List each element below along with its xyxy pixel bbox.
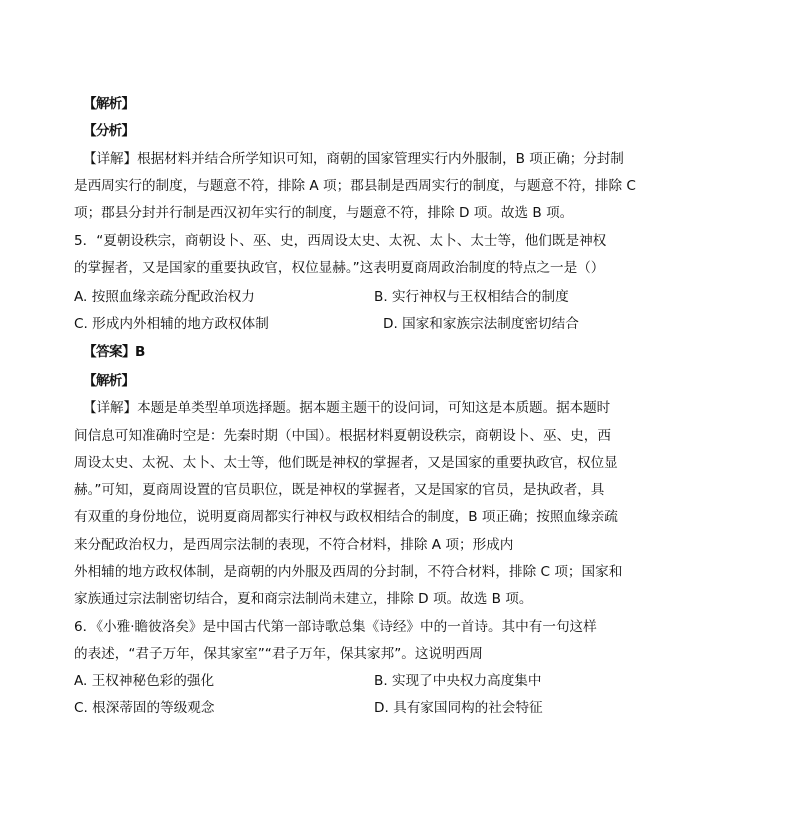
q6-stem-line: 的表述，“君子万年，保其家室”“君子万年，保其家邦”。这说明西周 [74,646,483,662]
q5-stem-line: 5．“夏朝设秩宗，商朝设卜、巫、史，西周设太史、太祝、太卜、太士等，他们既是神权 [74,233,607,249]
q5-jiexi-label: 【解析】 [83,373,135,389]
q5-detail-line: 【详解】本题是单类型单项选择题。据本题主题干的设问词，可知这是本质题。据本题时 [83,400,611,416]
q4-fenxi-label: 【分析】 [83,123,135,139]
q5-stem-line: 的掌握者，又是国家的重要执政官，权位显赫。”这表明夏商周政治制度的特点之一是（） [74,260,605,276]
q5-detail-line: 周设太史、太祝、太卜、太士等，他们既是神权的掌握者，又是国家的重要执政官，权位显 [74,455,618,471]
q5-detail-line: 赫。”可知，夏商周设置的官员职位，既是神权的掌握者，又是国家的官员，是执政者，具 [74,482,605,498]
q6-stem-line: 6．《小雅·瞻彼洛矣》是中国古代第一部诗歌总集《诗经》中的一首诗。其中有一句这样 [74,619,597,635]
q5-option-c: C. 形成内外相辅的地方政权体制 [74,316,269,332]
q6-option-b: B. 实现了中央权力高度集中 [374,673,542,689]
q5-detail-line: 有双重的身份地位，说明夏商周都实行神权与政权相结合的制度，B 项正确；按照血缘亲疏 [74,509,618,525]
q5-option-d: D. 国家和家族宗法制度密切结合 [383,316,579,332]
q5-answer: 【答案】B [83,344,145,360]
q5-detail-line: 外相辅的地方政权体制，是商朝的内外服及西周的分封制，不符合材料，排除 C 项；国家和 [74,564,623,580]
q4-jiexi-label: 【解析】 [83,96,135,112]
q6-option-d: D. 具有家国同构的社会特征 [374,700,543,716]
q6-option-a: A. 王权神秘色彩的强化 [74,673,215,689]
q4-detail-line: 项；郡县分封并行制是西汉初年实行的制度，与题意不符，排除 D 项。故选 B 项。 [74,205,574,221]
q5-detail-line: 间信息可知准确时空是：先秦时期（中国）。根据材料夏朝设秩宗，商朝设卜、巫、史，西 [74,428,611,444]
q5-option-a: A. 按照血缘亲疏分配政治权力 [74,289,255,305]
q6-option-c: C. 根深蒂固的等级观念 [74,700,215,716]
q4-detail-line: 是西周实行的制度，与题意不符，排除 A 项；郡县制是西周实行的制度，与题意不符，排除 C [74,178,636,194]
q4-detail-line: 【详解】根据材料并结合所学知识可知，商朝的国家管理实行内外服制，B 项正确；分封制 [83,151,624,167]
q5-detail-line: 家族通过宗法制密切结合，夏和商宗法制尚未建立，排除 D 项。故选 B 项。 [74,591,533,607]
q5-option-b: B. 实行神权与王权相结合的制度 [374,289,569,305]
q5-detail-line: 来分配政治权力，是西周宗法制的表现，不符合材料，排除 A 项；形成内 [74,537,514,553]
